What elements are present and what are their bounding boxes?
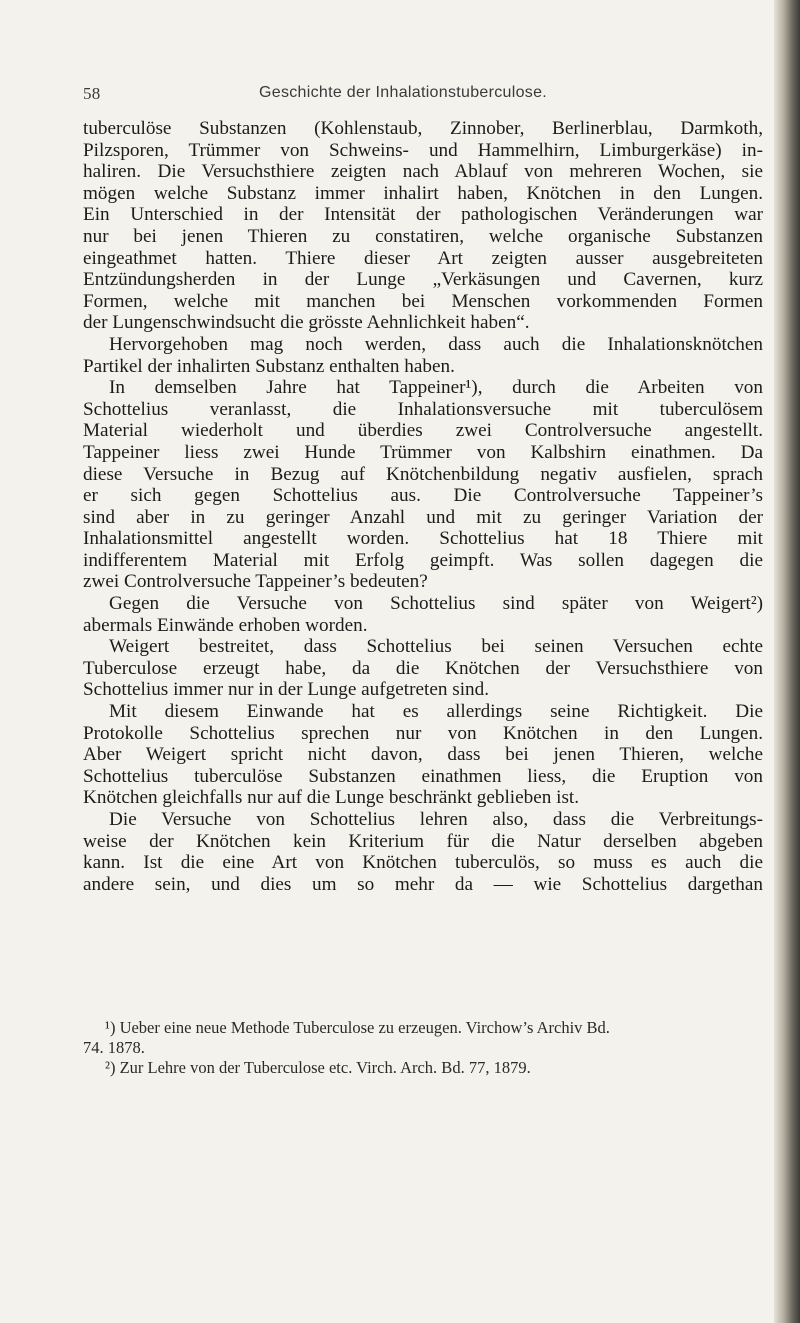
text-line: Hervorgehoben mag noch werden, dass auch die Inhalationsknötchen [109,333,763,355]
text-line: Material wiederholt und überdies zwei Controlversuche angestellt. [83,420,763,442]
body-text [83,118,763,895]
text-line: Schottelius veranlasst, die Inhalationsversuche mit tuberculösem [83,398,763,420]
text-line: weise der Knötchen kein Kriterium für die Natur derselben abgeben [83,830,763,852]
text-line: Gegen die Versuche von Schottelius sind später von Weigert²) [109,593,763,615]
text-line: Tappeiner liess zwei Hunde Trümmer von Kalbshirn einathmen. Da [83,441,763,463]
page-edge-shadow [774,0,800,1323]
text-line: Partikel der inhalirten Substanz enthalten haben. [83,355,455,377]
text-line: diese Versuche in Bezug auf Knötchenbildung negativ ausfielen, sprach [83,463,763,485]
text-line: tuberculöse Substanzen (Kohlenstaub, Zinnober, Berlinerblau, Darmkoth, [83,118,763,139]
text-line: abermals Einwände erhoben worden. [83,614,368,636]
text-line: eingeathmet hatten. Thiere dieser Art zeigten ausser ausgebreiteten [83,247,763,269]
text-line: Knötchen gleichfalls nur auf die Lunge beschränkt geblieben ist. [83,787,580,809]
text-line: Mit diesem Einwande hat es allerdings seine Richtigkeit. Die [109,701,763,723]
running-title: Geschichte der Inhalationstuberculose. [259,84,548,101]
text-line: Aber Weigert spricht nicht davon, dass bei jenen Thieren, welche [83,744,763,766]
page-header [83,84,763,108]
text-line: zwei Controlversuche Tappeiner’s bedeuten? [83,571,428,593]
text-line: andere sein, und dies um so mehr da — wie Schottelius dargethan [83,873,763,895]
text-line: Pilzsporen, Trümmer von Schweins- und Hammelhirn, Limburgerkäse) in- [83,139,763,161]
text-line: Inhalationsmittel angestellt worden. Schottelius hat 18 Thiere mit [83,528,763,550]
text-line: Schottelius immer nur in der Lunge aufgetreten sind. [83,679,490,701]
text-line: er sich gegen Schottelius aus. Die Controlversuche Tappeiner’s [83,485,763,507]
text-line: sind aber in zu geringer Anzahl und mit zu geringer Variation der [83,506,763,528]
text-line: Schottelius tuberculöse Substanzen einathmen liess, die Eruption von [83,765,763,787]
footnote-continuation: 74. 1878. [83,1038,145,1057]
footnotes [83,1018,763,1078]
text-line: Protokolle Schottelius sprechen nur von Knötchen in den Lungen. [83,722,763,744]
text-line: nur bei jenen Thieren zu constatiren, welche organische Substanzen [83,225,763,247]
footnote: ¹) Ueber eine neue Methode Tuberculose zu erzeugen. Virchow’s Archiv Bd. [105,1018,610,1037]
text-line: In demselben Jahre hat Tappeiner¹), durch die Arbeiten von [109,377,763,399]
page-number: 58 [83,84,101,103]
text-line: haliren. Die Versuchsthiere zeigten nach Ablauf von mehreren Wochen, sie [83,161,763,183]
text-line: Formen, welche mit manchen bei Menschen vorkommenden Formen [83,290,763,312]
text-line: der Lungenschwindsucht die grösste Aehnlichkeit haben“. [83,312,530,334]
text-line: mögen welche Substanz immer inhalirt haben, Knötchen in den Lungen. [83,182,763,204]
text-line: kann. Ist die eine Art von Knötchen tuberculös, so muss es auch die [83,852,763,874]
text-line: Die Versuche von Schottelius lehren also, dass die Verbreitungs- [109,809,763,830]
text-line: indifferentem Material mit Erfolg geimpft. Was sollen dagegen die [83,549,763,571]
footnote: ²) Zur Lehre von der Tuberculose etc. Virch. Arch. Bd. 77, 1879. [105,1058,531,1077]
text-line: Tuberculose erzeugt habe, da die Knötchen der Versuchsthiere von [83,657,763,679]
text-line: Ein Unterschied in der Intensität der pathologischen Veränderungen war [83,204,763,226]
text-line: Weigert bestreitet, dass Schottelius bei seinen Versuchen echte [109,636,763,658]
text-line: Entzündungsherden in der Lunge „Verkäsungen und Cavernen, kurz [83,269,763,291]
